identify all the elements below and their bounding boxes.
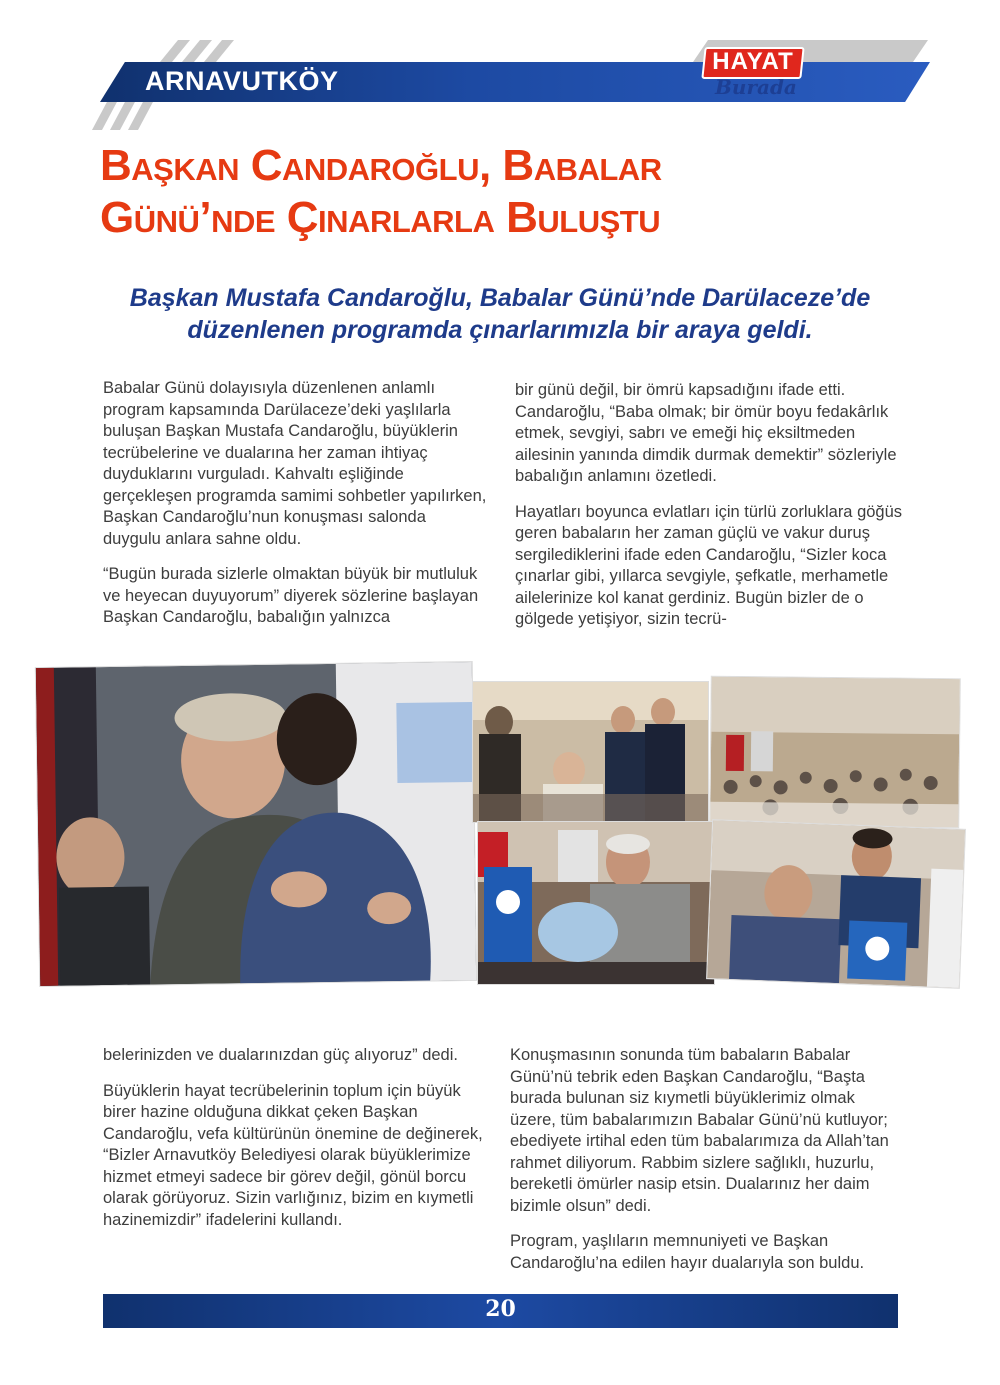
text-column-1 bbox=[103, 378, 488, 643]
page-number: 20 bbox=[485, 1296, 516, 1322]
photo-hug bbox=[36, 662, 476, 986]
article-title bbox=[100, 140, 900, 244]
text-column-4 bbox=[510, 1045, 902, 1288]
paragraph: Program, yaşlıların memnuniyeti ve Başkan Candaroğlu’na edilen hayır dualarıyla son buldu. bbox=[510, 1232, 865, 1272]
article-lead bbox=[100, 282, 900, 346]
header-stripes-bottom bbox=[60, 100, 190, 130]
lead-line-2: düzenlenen programda çınarlarımızla bir araya geldi. bbox=[187, 316, 813, 344]
section-title: ARNAVUTKÖY bbox=[145, 66, 339, 96]
logo-script-text: Burada bbox=[715, 75, 797, 99]
photo-gift-handover bbox=[707, 820, 965, 988]
paragraph: Büyüklerin hayat tecrübelerinin toplum için büyük birer hazine olduğuna dikkat çeken Başkan Candaroğlu, vefa kültürünün önemine de değinerek, “Bizler Arnavutköy Belediyesi olarak büyüklerimize hizmet etmeyi sadece bir görev değil, gönül borcu olarak görüyoruz. Sizin varlığınız, bizim en kıymetli hazinemizdir” ifadelerini kullandı. bbox=[103, 1081, 483, 1229]
paragraph: bir günü değil, bir ömrü kapsadığını ifade etti. Candaroğlu, “Baba olmak; bir ömür boyu fedakârlık etmek, sevgiyi, sabrı ve emeği hiç eksiltmeden ailesinin yanında dimdik durmak demektir” sözleriyle babalığın anlamını özetledi. bbox=[515, 381, 897, 485]
title-line-1: Başkan Candaroğlu, Babalar bbox=[100, 141, 662, 190]
photo-gift-bag bbox=[478, 822, 714, 984]
paragraph: “Bugün burada sizlerle olmaktan büyük bir mutluluk ve heyecan duyuyorum” diyerek sözlerine başlayan Başkan Candaroğlu, babalığın yalnızca bbox=[103, 565, 479, 626]
header-stripes-top bbox=[108, 40, 928, 62]
paragraph: Konuşmasının sonunda tüm babaların Babalar Günü’nü tebrik eden Başkan Candaroğlu, “Başta burada bulunan siz kıymetli büyüklerimiz olmak üzere, tüm babalarımızın Babalar Günü’nü kutluyor; ebediyete irtihal eden tüm babalarımıza da Allah’tan rahmet diliyorum. Rabbim sizlere sağlıklı, huzurlu, bereketli ömürler nasip etsin. Dualarınız her daim bizimle olsun” dedi. bbox=[510, 1046, 889, 1215]
paragraph: Babalar Günü dolayısıyla düzenlenen anlamlı program kapsamında Darülaceze’deki yaşlılarla buluşan Başkan Mustafa Candaroğlu, büyüklerin tecrübelerine ve dualarına her zaman ihtiyaç duyduklarını vurguladı. Kahvaltı eşliğinde gerçekleşen programda samimi sohbetler yapılırken, Başkan Candaroğlu’nun konuşması salonda duygulu anlara sahne oldu. bbox=[103, 379, 487, 548]
photo-hall bbox=[710, 677, 960, 828]
hayat-burada-logo bbox=[703, 47, 803, 102]
text-column-3 bbox=[103, 1045, 488, 1245]
photo-greeting bbox=[473, 682, 708, 822]
photo-collage bbox=[38, 660, 968, 1010]
lead-line-1: Başkan Mustafa Candaroğlu, Babalar Günü’nde Darülaceze’de bbox=[129, 284, 871, 312]
text-column-2 bbox=[515, 380, 905, 645]
logo-top-text: HAYAT bbox=[712, 48, 794, 75]
title-line-2: Günü’nde Çınarlarla Buluştu bbox=[100, 193, 661, 242]
paragraph: belerinizden ve dualarınızdan güç alıyoruz” dedi. bbox=[103, 1046, 458, 1064]
paragraph: Hayatları boyunca evlatları için türlü zorluklara göğüs geren babaların her zaman güçlü ve vakur duruş sergilediklerini ifade eden Candaroğlu, “Sizler koca çınarlar gibi, yıllarca sevgiyle, şefkatle, merhametle ailelerinize kol kanat gerdiniz. Bugün bizler de o gölgede yetişiyor, sizin tecrü- bbox=[515, 502, 903, 628]
